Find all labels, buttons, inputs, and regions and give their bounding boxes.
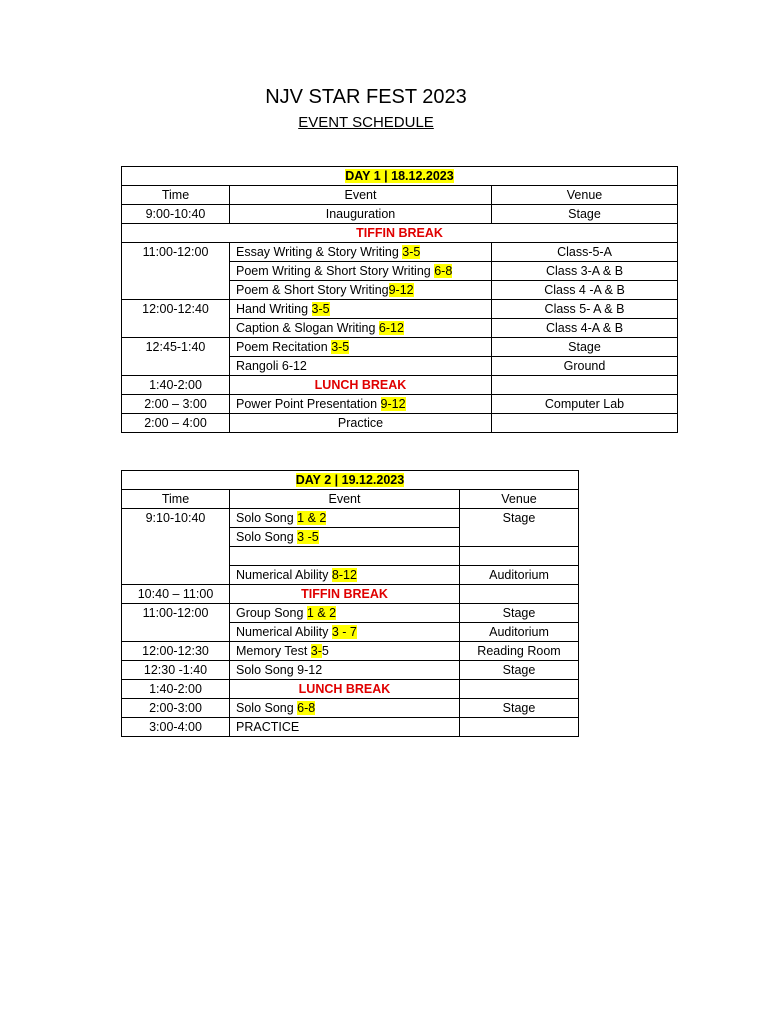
- event-cell: Solo Song 1 & 2: [230, 509, 460, 528]
- table-header-row: [122, 490, 579, 509]
- class-range-highlight: 6-8: [434, 264, 453, 278]
- event-cell: Inauguration: [230, 205, 492, 224]
- event-cell: Caption & Slogan Writing 6-12: [230, 319, 492, 338]
- event-cell: Solo Song 6-8: [230, 699, 460, 718]
- event-cell: PRACTICE: [230, 718, 460, 737]
- venue-cell: [492, 414, 678, 433]
- time-cell: 2:00-3:00: [122, 699, 230, 718]
- col-event-header: Event: [230, 186, 492, 205]
- table-row: [122, 585, 579, 604]
- class-range-highlight: 3-5: [402, 245, 421, 259]
- venue-cell: [460, 547, 579, 566]
- day2-schedule-table: [121, 470, 579, 737]
- event-cell: Power Point Presentation 9-12: [230, 395, 492, 414]
- table-header-row: [122, 186, 678, 205]
- event-cell: Practice: [230, 414, 492, 433]
- venue-cell: Class 4-A & B: [492, 319, 678, 338]
- event-cell: Rangoli 6-12: [230, 357, 492, 376]
- event-cell: Memory Test 3-5: [230, 642, 460, 661]
- table-row: [122, 642, 579, 661]
- tiffin-break-cell: TIFFIN BREAK: [122, 224, 678, 243]
- class-range-highlight: 9-12: [380, 397, 406, 411]
- table-row: [122, 376, 678, 395]
- col-time-header: Time: [122, 186, 230, 205]
- time-cell: 12:00-12:30: [122, 642, 230, 661]
- venue-cell: [492, 376, 678, 395]
- venue-cell: Computer Lab: [492, 395, 678, 414]
- venue-cell: Stage: [460, 604, 579, 623]
- table-row: [122, 167, 678, 186]
- time-cell: 9:10-10:40: [122, 509, 230, 585]
- time-cell: 11:00-12:00: [122, 604, 230, 642]
- time-cell: 9:00-10:40: [122, 205, 230, 224]
- page-title: NJV STAR FEST 2023: [265, 86, 467, 108]
- table-row: [122, 300, 678, 319]
- event-cell: Solo Song 9-12: [230, 661, 460, 680]
- time-cell: 2:00 – 3:00: [122, 395, 230, 414]
- venue-cell: Auditorium: [460, 623, 579, 642]
- venue-cell: Ground: [492, 357, 678, 376]
- class-range-highlight: 6-12: [378, 321, 404, 335]
- table-row: [122, 395, 678, 414]
- class-range-highlight: 8-12: [331, 568, 357, 582]
- time-cell: 1:40-2:00: [122, 680, 230, 699]
- table-row: [122, 680, 579, 699]
- table-row: [122, 604, 579, 623]
- event-cell: Poem & Short Story Writing9-12: [230, 281, 492, 300]
- venue-cell: Stage: [492, 205, 678, 224]
- time-cell: 12:30 -1:40: [122, 661, 230, 680]
- table-row: [122, 243, 678, 262]
- time-cell: 10:40 – 11:00: [122, 585, 230, 604]
- day2-label: DAY 2 | 19.12.2023: [295, 473, 405, 487]
- class-range-highlight: 1 & 2: [297, 511, 327, 525]
- class-range-highlight: 3-5: [311, 302, 330, 316]
- time-cell: 12:00-12:40: [122, 300, 230, 338]
- venue-cell: Auditorium: [460, 566, 579, 585]
- tiffin-break-cell: TIFFIN BREAK: [230, 585, 460, 604]
- col-time-header: Time: [122, 490, 230, 509]
- venue-cell: Class 5- A & B: [492, 300, 678, 319]
- venue-cell: Stage: [460, 509, 579, 547]
- day1-label: DAY 1 | 18.12.2023: [345, 169, 454, 183]
- venue-cell: Class 3-A & B: [492, 262, 678, 281]
- event-cell: Numerical Ability 3 - 7: [230, 623, 460, 642]
- table-row: [122, 661, 579, 680]
- lunch-break-cell: LUNCH BREAK: [230, 680, 460, 699]
- venue-cell: Class 4 -A & B: [492, 281, 678, 300]
- page-subtitle: EVENT SCHEDULE: [298, 114, 434, 131]
- table-row: [122, 414, 678, 433]
- class-range-highlight: 3 - 7: [331, 625, 357, 639]
- time-cell: 2:00 – 4:00: [122, 414, 230, 433]
- time-cell: 12:45-1:40: [122, 338, 230, 376]
- venue-cell: [460, 585, 579, 604]
- day1-schedule-table: [121, 166, 678, 433]
- venue-cell: [460, 680, 579, 699]
- time-cell: 11:00-12:00: [122, 243, 230, 300]
- event-cell: Solo Song 3 -5: [230, 528, 460, 547]
- col-venue-header: Venue: [492, 186, 678, 205]
- event-cell: [230, 547, 460, 566]
- table-row: [122, 718, 579, 737]
- venue-cell: Stage: [460, 661, 579, 680]
- time-cell: 1:40-2:00: [122, 376, 230, 395]
- event-cell: Essay Writing & Story Writing 3-5: [230, 243, 492, 262]
- col-event-header: Event: [230, 490, 460, 509]
- class-range-highlight: 9-12: [388, 283, 414, 297]
- table-row: [122, 205, 678, 224]
- event-cell: Poem Writing & Short Story Writing 6-8: [230, 262, 492, 281]
- venue-cell: Stage: [492, 338, 678, 357]
- col-venue-header: Venue: [460, 490, 579, 509]
- venue-cell: [460, 718, 579, 737]
- table-row: [122, 224, 678, 243]
- class-range-highlight: 3-5: [331, 340, 350, 354]
- event-cell: Group Song 1 & 2: [230, 604, 460, 623]
- venue-cell: Stage: [460, 699, 579, 718]
- table-row: [122, 471, 579, 490]
- venue-cell: Class-5-A: [492, 243, 678, 262]
- table-row: [122, 699, 579, 718]
- event-cell: Poem Recitation 3-5: [230, 338, 492, 357]
- lunch-break-cell: LUNCH BREAK: [230, 376, 492, 395]
- time-cell: 3:00-4:00: [122, 718, 230, 737]
- venue-cell: Reading Room: [460, 642, 579, 661]
- table-row: [122, 338, 678, 357]
- event-cell: Numerical Ability 8-12: [230, 566, 460, 585]
- class-range-highlight: 3-: [310, 644, 322, 658]
- table-row: [122, 509, 579, 528]
- class-range-highlight: 6-8: [297, 701, 316, 715]
- class-range-highlight: 1 & 2: [306, 606, 337, 620]
- event-cell: Hand Writing 3-5: [230, 300, 492, 319]
- class-range-highlight: 3 -5: [297, 530, 319, 544]
